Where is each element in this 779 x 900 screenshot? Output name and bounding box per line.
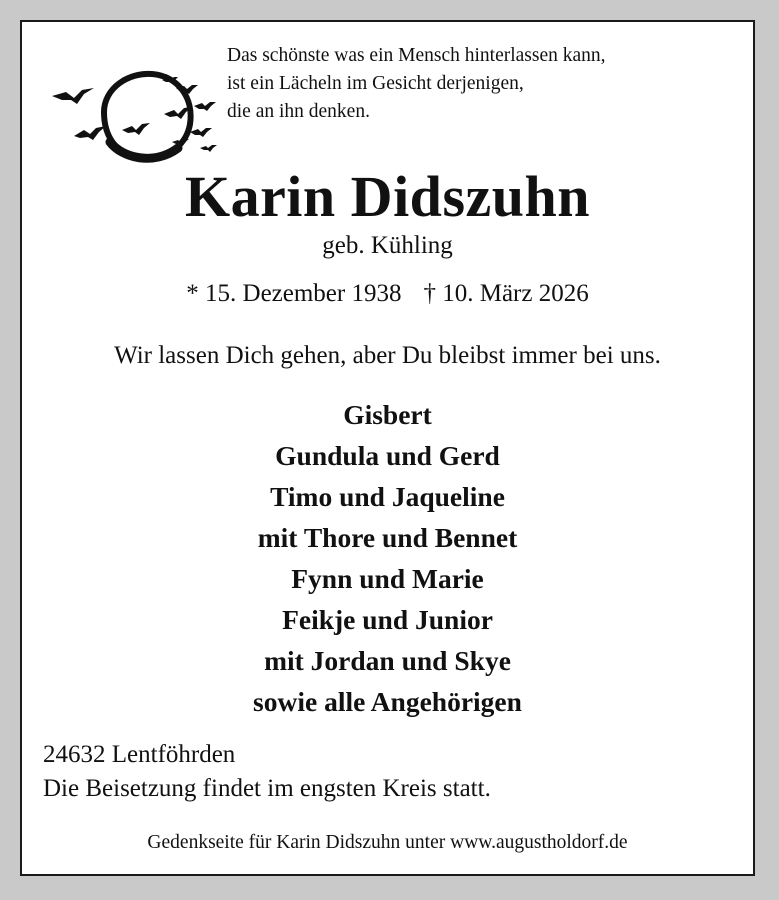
moon-with-birds-icon [44, 50, 224, 170]
farewell-motto: Wir lassen Dich gehen, aber Du bleibst immer bei uns. [114, 342, 661, 369]
mourner-line: Timo und Jaqueline [270, 481, 505, 512]
mourner-line: Gundula und Gerd [275, 440, 500, 471]
quote-line: die an ihn denken. [227, 101, 370, 122]
quote-line: ist ein Lächeln im Gesicht derjenigen, [227, 73, 524, 94]
birth-date: * 15. Dezember 1938 [186, 280, 402, 307]
memorial-page-note: Gedenkseite für Karin Didszuhn unter www.augustholdorf.de [147, 832, 628, 853]
life-dates [22, 278, 753, 310]
birth-name: geb. Kühling [322, 232, 453, 259]
deceased-name: Karin Didszuhn [184, 164, 591, 229]
mourners-list [22, 394, 753, 722]
mourner-line: mit Jordan und Skye [264, 645, 511, 676]
mourner-line: Feikje und Junior [282, 604, 493, 635]
location: 24632 Lentföhrden [43, 741, 236, 768]
funeral-note: Die Beisetzung findet im engsten Kreis statt. [43, 775, 491, 802]
mourner-line: sowie alle Angehörigen [253, 686, 522, 717]
memorial-quote [227, 42, 606, 126]
place-info [43, 738, 491, 806]
mourner-line: mit Thore und Bennet [257, 522, 518, 553]
mourner-line: Fynn und Marie [291, 563, 484, 594]
obituary-card [20, 20, 755, 876]
mourner-line: Gisbert [343, 399, 432, 430]
quote-line: Das schönste was ein Mensch hinterlassen kann, [227, 45, 606, 66]
death-date: † 10. März 2026 [423, 280, 589, 307]
